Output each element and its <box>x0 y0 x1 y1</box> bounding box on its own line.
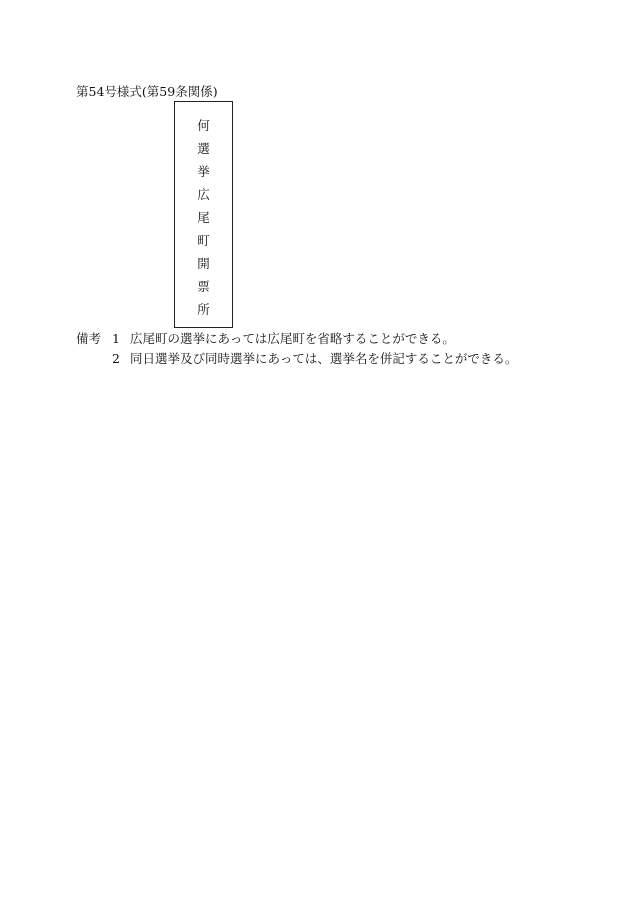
sign-char: 開 <box>197 256 210 271</box>
sign-char: 尾 <box>197 210 210 225</box>
sign-char: 票 <box>197 279 210 294</box>
sign-char: 広 <box>197 187 210 202</box>
note-text: 同日選挙及び同時選挙にあっては、選挙名を併記することができる。 <box>130 351 518 366</box>
notes-label: 備考 <box>76 331 102 346</box>
note-text: 広尾町の選挙にあっては広尾町を省略することができる。 <box>130 331 455 346</box>
note-number: 1 <box>112 331 120 346</box>
sign-char: 何 <box>197 118 210 133</box>
sign-char: 所 <box>197 302 210 317</box>
form-number-heading: 第54号様式(第59条関係) <box>76 84 218 99</box>
note-number: 2 <box>112 351 120 366</box>
sign-char: 挙 <box>197 164 210 179</box>
sign-char: 選 <box>197 141 210 156</box>
sign-char: 町 <box>197 233 210 248</box>
vertical-sign-box <box>174 101 233 328</box>
